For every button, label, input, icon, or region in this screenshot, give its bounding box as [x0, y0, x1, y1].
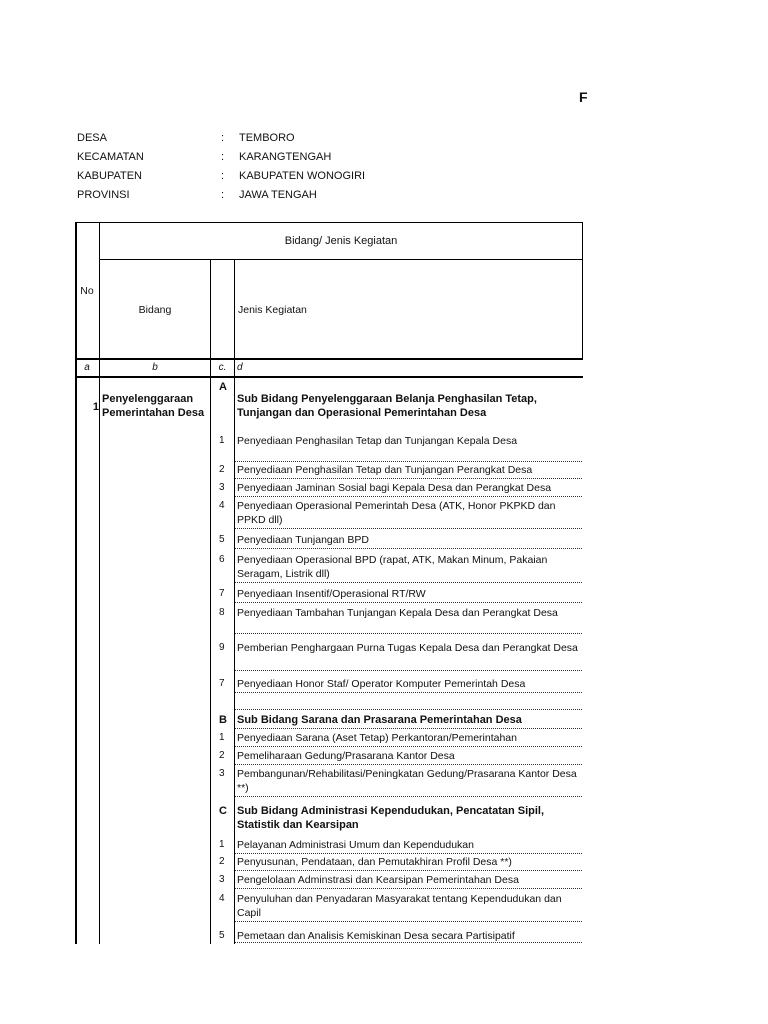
list-item: Sub Bidang Penyelenggaraan Belanja Penghasilan Tetap, Tunjangan dan Operasional Pemerintahan Desa: [237, 393, 537, 419]
col-letter-b: b: [152, 362, 158, 373]
head-bottom: [75, 358, 583, 360]
meta-value: JAWA TENGAH: [239, 188, 317, 201]
row-number: 1: [92, 401, 99, 413]
list-item: Pelayanan Administrasi Umum dan Kependudukan: [235, 838, 582, 854]
location-info: [77, 128, 365, 204]
meta-sep: :: [221, 169, 225, 182]
row-code: 3: [219, 768, 225, 779]
meta-key: DESA: [77, 131, 107, 144]
list-item: Penyediaan Penghasilan Tetap dan Tunjangan Kepala Desa: [235, 434, 582, 462]
list-item: Penyusunan, Pendataan, dan Pemutakhiran Profil Desa **): [235, 855, 582, 871]
col-divider-no: [99, 222, 100, 944]
col-letter-d: d: [237, 362, 243, 373]
list-item: Penyediaan Sarana (Aset Tetap) Perkantoran/Pemerintahan: [235, 731, 582, 747]
row-code: 2: [219, 750, 225, 761]
row-code: 7: [219, 588, 225, 599]
col-no-header: No: [80, 285, 94, 297]
meta-row-kecamatan: [77, 147, 365, 166]
row-code: 1: [219, 435, 225, 446]
list-item: Pemetaan dan Analisis Kemiskinan Desa secara Partisipatif: [235, 929, 582, 943]
table-border-left: [75, 222, 77, 944]
list-item: Penyediaan Tunjangan BPD: [235, 533, 582, 549]
meta-sep: :: [221, 188, 225, 201]
meta-sep: :: [221, 131, 225, 144]
list-item: Penyediaan Operasional Pemerintah Desa (ATK, Honor PKPKD dan PPKD dll): [235, 499, 582, 529]
cutoff-title: F: [579, 89, 588, 105]
head-group-label: Bidang/ Jenis Kegiatan: [284, 235, 398, 247]
row-code: 3: [219, 874, 225, 885]
row-code: A: [219, 381, 227, 393]
meta-value: KABUPATEN WONOGIRI: [239, 169, 366, 182]
meta-value: TEMBORO: [239, 131, 295, 144]
row-code: 4: [219, 893, 225, 904]
row-code: 7: [219, 678, 225, 689]
row-code: 2: [219, 464, 225, 475]
meta-key: KABUPATEN: [77, 169, 142, 182]
col-bidang-header: Bidang: [138, 304, 172, 316]
list-item: Penyediaan Tambahan Tunjangan Kepala Desa dan Perangkat Desa: [235, 606, 582, 634]
letter-row-bottom: [75, 376, 583, 378]
row-code: 1: [219, 839, 225, 850]
meta-row-desa: [77, 128, 365, 147]
list-item: Sub Bidang Administrasi Kependudukan, Pencatatan Sipil, Statistik dan Kearsipan: [237, 805, 545, 831]
row-code: 5: [219, 534, 225, 545]
bidang-name: Penyelenggaraan Pemerintahan Desa: [102, 393, 205, 419]
row-code: 5: [219, 930, 225, 941]
col-jenis-header: Jenis Kegiatan: [238, 304, 307, 316]
meta-key: PROVINSI: [77, 188, 130, 201]
meta-value: KARANGTENGAH: [239, 150, 332, 163]
row-code: 4: [219, 500, 225, 511]
table-border-top: [75, 222, 583, 223]
list-item: Penyuluhan dan Penyadaran Masyarakat tentang Kependudukan dan Capil: [235, 892, 582, 922]
meta-row-kabupaten: [77, 166, 365, 185]
list-item: Pengelolaan Adminstrasi dan Kearsipan Pemerintahan Desa: [235, 873, 582, 889]
list-item: Pembangunan/Rehabilitasi/Peningkatan Gedung/Prasarana Kantor Desa **): [235, 767, 582, 797]
row-code: 1: [219, 732, 225, 743]
head-group-bottom: [99, 259, 583, 260]
spacer-row: [235, 694, 582, 710]
row-code: 9: [219, 642, 225, 653]
row-code: B: [219, 714, 227, 726]
row-code: 3: [219, 482, 225, 493]
row-code: C: [219, 805, 227, 817]
row-code: 8: [219, 607, 225, 618]
row-code: 6: [219, 554, 225, 565]
meta-key: KECAMATAN: [77, 150, 144, 163]
list-item: Penyediaan Insentif/Operasional RT/RW: [235, 587, 582, 603]
list-item: Sub Bidang Sarana dan Prasarana Pemerintahan Desa: [235, 713, 582, 729]
meta-sep: :: [221, 150, 225, 163]
list-item: Penyediaan Honor Staf/ Operator Komputer Pemerintah Desa: [235, 677, 582, 693]
list-item: Pemberian Penghargaan Purna Tugas Kepala Desa dan Perangkat Desa: [235, 641, 582, 671]
list-item: Pemeliharaan Gedung/Prasarana Kantor Desa: [235, 749, 582, 765]
list-item: Penyediaan Jaminan Sosial bagi Kepala Desa dan Perangkat Desa: [235, 481, 582, 497]
col-letter-a: a: [84, 362, 90, 373]
row-code: 2: [219, 856, 225, 867]
col-letter-c: c.: [218, 362, 227, 373]
list-item: Penyediaan Operasional BPD (rapat, ATK, Makan Minum, Pakaian Seragam, Listrik dll): [235, 553, 582, 583]
meta-row-provinsi: [77, 185, 365, 204]
list-item: Penyediaan Penghasilan Tetap dan Tunjangan Perangkat Desa: [235, 463, 582, 479]
